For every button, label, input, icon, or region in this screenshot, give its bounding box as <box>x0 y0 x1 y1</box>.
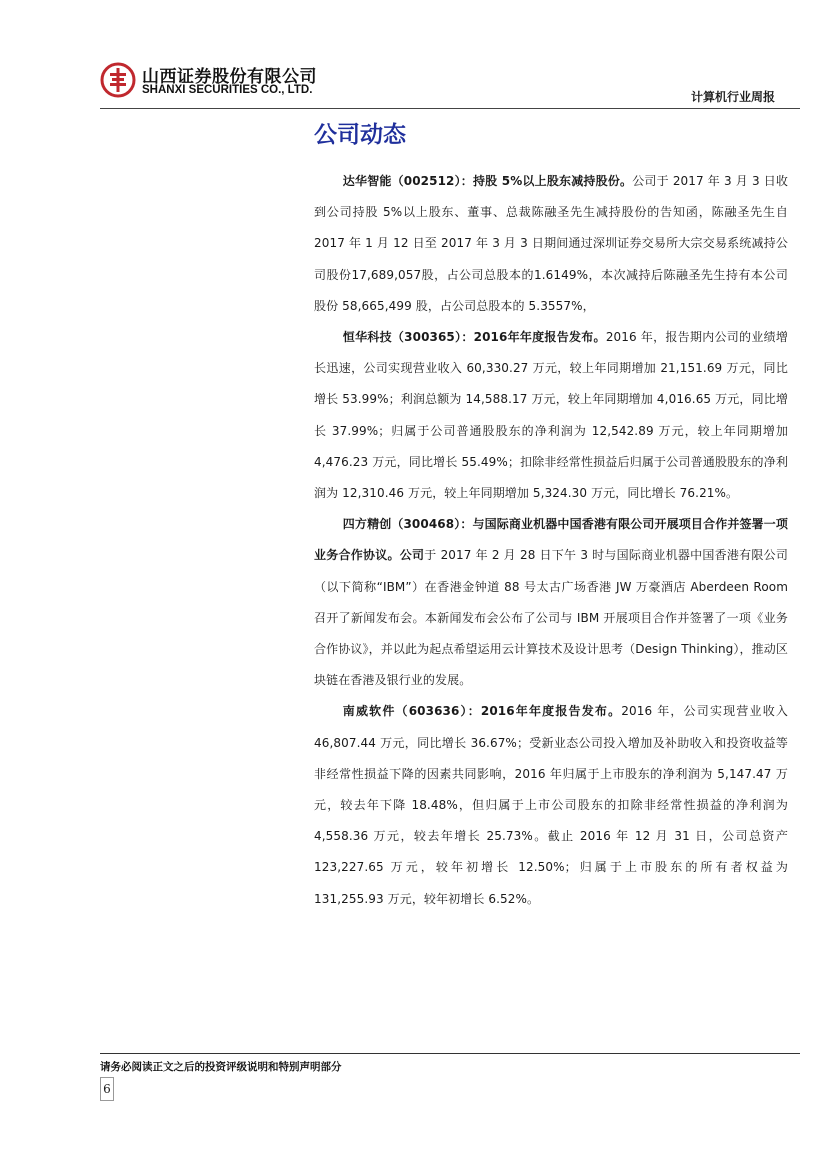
header-divider <box>100 108 800 109</box>
shanxi-securities-logo-icon <box>100 62 136 98</box>
article-body <box>314 166 788 915</box>
company-name-en: SHANXI SECURITIES CO., LTD. <box>142 84 313 96</box>
news-body: 公司于 2017 年 3 月 3 日收到公司持股 5%以上股东、董事、总裁陈融圣先生减持股份的告知函，陈融圣先生自 2017 年 1 月 12 日至 2017 年 3 月 3 日期间通过深圳证券交易所大宗交易系统减持公司股份17,689,057股，占公司总股本的1.6149%，本次减持后陈融圣先生持有本公司股份 58,665,499 股，占公司总股本的 5.3557%， <box>314 174 788 313</box>
news-body: 于 2017 年 2 月 28 日下午 3 时与国际商业机器中国香港有限公司（以下简称“IBM”）在香港金钟道 88 号太古广场香港 JW 万豪酒店 Aberdeen Room 召开了新闻发布会。本新闻发布会公布了公司与 IBM 开展项目合作并签署了一项《业务合作协议》，并以此为起点希望运用云计算技术及设计思考（Design Thinking），推动区块链在香港及银行业的发展。 <box>314 548 788 688</box>
page-number: 6 <box>100 1077 114 1101</box>
page-title: 公司动态 <box>314 122 406 148</box>
company-name-cn: 山西证券股份有限公司 <box>142 67 317 87</box>
news-item-henghua <box>314 322 788 509</box>
news-item-nanwei <box>314 696 788 914</box>
news-lead: 南威软件（603636）：2016年年度报告发布。 <box>342 704 622 719</box>
report-type: 计算机行业周报 <box>690 90 775 104</box>
news-item-sifang <box>314 509 788 696</box>
footer-divider <box>100 1053 800 1054</box>
footer-disclaimer: 请务必阅读正文之后的投资评级说明和特别声明部分 <box>100 1061 342 1073</box>
news-lead: 恒华科技（300365）：2016年年度报告发布。 <box>342 330 606 345</box>
news-item-dahua <box>314 166 788 322</box>
news-lead: 达华智能（002512）：持股 5%以上股东减持股份。 <box>342 174 633 188</box>
news-lead: 四方精创（300468）：与国际商业机器中国香港有限公司开展项目合作并签署一项业务合作协议。公司 <box>314 517 788 563</box>
news-body: 2016 年，公司实现营业收入 46,807.44 万元，同比增长 36.67%；受新业态公司投入增加及补助收入和投资收益等非经常性损益下降的因素共同影响，2016 年归属于上市股东的净利润为 5,147.47 万元，较去年下降 18.48%，但归属于上市公司股东的扣除非经常性损益的净利润为 4,558.36 万元，较去年增长 25.73%。截止 2016 年 12 月 31 日，公司总资产 123,227.65 万元，较年初增长 12.50%；归属于上市股东的所有者权益为 131,255.93 万元，较年初增长 6.52%。 <box>314 704 789 906</box>
news-body: 2016 年，报告期内公司的业绩增长迅速，公司实现营业收入 60,330.27 万元，较上年同期增加 21,151.69 万元，同比增长 53.99%；利润总额为 14,588.17 万元，较上年同期增加 4,016.65 万元，同比增长 37.99%；归属于公司普通股股东的净利润为 12,542.89 万元，较上年同期增加 4,476.23 万元，同比增长 55.49%；扣除非经常性损益后归属于公司普通股股东的净利润为 12,310.46 万元，较上年同期增加 5,324.30 万元，同比增长 76.21%。 <box>314 330 788 501</box>
